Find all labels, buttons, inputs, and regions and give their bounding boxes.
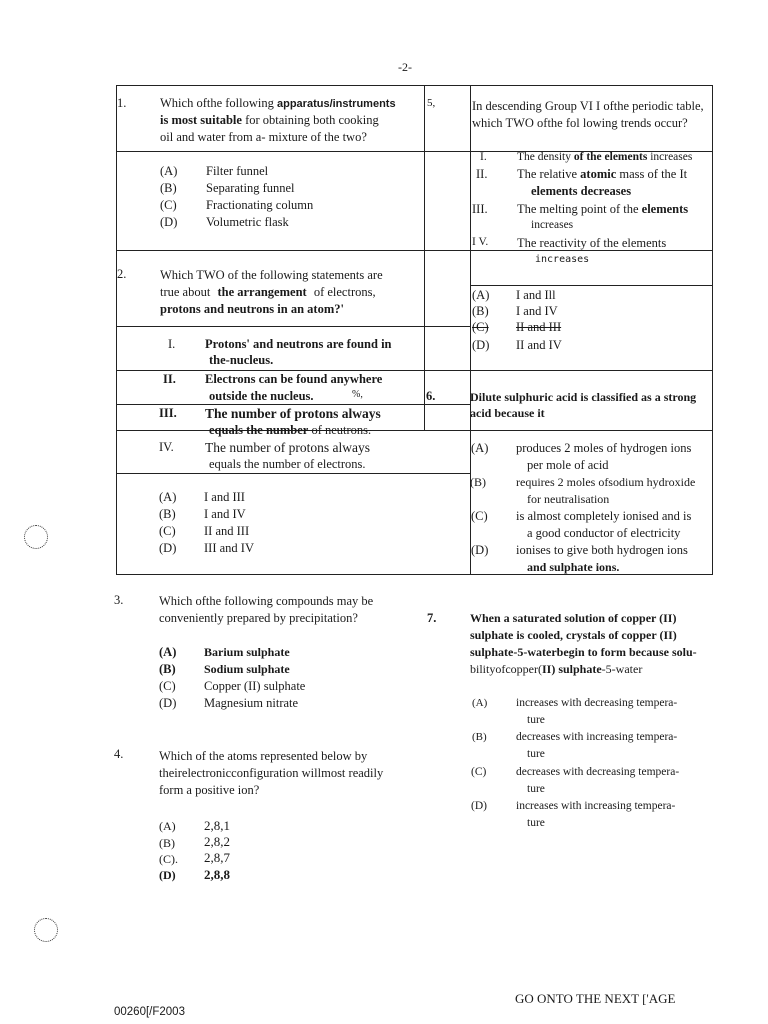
question-stem-line: Which ofthe following compounds may be bbox=[159, 594, 374, 608]
paper-code: 00260[/F2003 bbox=[114, 1006, 185, 1018]
trend-part: The density bbox=[517, 151, 571, 163]
statement-text: the-nucleus. bbox=[209, 353, 274, 367]
stem-part: for obtaining both cooking bbox=[245, 113, 379, 127]
stem-part: of electrons, bbox=[313, 285, 376, 299]
trend-number: III. bbox=[472, 202, 488, 216]
option-key: (B) bbox=[159, 662, 176, 676]
stem-part: true about bbox=[160, 285, 211, 299]
binder-hole-mark bbox=[24, 525, 48, 549]
question-number: 4. bbox=[114, 747, 124, 761]
stem-part: bilityofcopper( bbox=[470, 662, 542, 676]
trend-part: The relative bbox=[517, 167, 578, 181]
trend-text bbox=[517, 167, 687, 182]
stem-part: sulphate is cooled bbox=[470, 628, 561, 642]
option-key: (C) bbox=[159, 524, 176, 538]
option-key: (D) bbox=[159, 541, 177, 555]
question-stem-line: Which of the atoms represented below by bbox=[159, 749, 368, 763]
option-text: ture bbox=[527, 817, 545, 829]
question-stem-line: sulphate-5-waterbegin to form because solu- bbox=[470, 645, 697, 659]
option-key: (D) bbox=[472, 338, 490, 352]
option-text: is almost completely ionised and is bbox=[516, 509, 692, 523]
statement-number: IV. bbox=[159, 440, 174, 454]
option-key: (A) bbox=[471, 441, 489, 455]
option-text: increases with increasing tempera- bbox=[516, 800, 676, 812]
statement-text: Protons' and neutrons are found in bbox=[205, 337, 392, 351]
option-key: (D) bbox=[160, 215, 178, 229]
trend-part: The melting point of the bbox=[517, 202, 639, 216]
trend-part: elements bbox=[641, 202, 689, 216]
option-text: 2,8,8 bbox=[204, 867, 230, 882]
option-text: Filter funnel bbox=[206, 164, 269, 178]
question-number: 6. bbox=[426, 389, 436, 403]
trend-number: I V. bbox=[472, 236, 489, 248]
option-key: (B) bbox=[472, 304, 489, 318]
trend-text: elements decreases bbox=[531, 184, 632, 198]
option-text: III and IV bbox=[204, 541, 254, 555]
option-text: ture bbox=[527, 748, 545, 760]
option-text: per mole of acid bbox=[527, 458, 609, 472]
struck-text: equals the number bbox=[209, 423, 309, 437]
option-text: ionises to give both hydrogen ions bbox=[516, 543, 688, 557]
option-key: (B) bbox=[472, 731, 487, 743]
option-key: (C) bbox=[471, 509, 488, 523]
option-text: Volumetric flask bbox=[206, 215, 289, 229]
question-stem-line bbox=[470, 628, 677, 643]
statement-text: The number of protons always bbox=[205, 440, 370, 455]
option-text: I and Ill bbox=[516, 288, 556, 302]
stem-part: Which ofthe following bbox=[160, 96, 274, 110]
trend-part: increases bbox=[650, 151, 693, 163]
option-key: (B) bbox=[470, 475, 486, 489]
trend-part: of the elements bbox=[573, 151, 648, 163]
trend-text: increases bbox=[531, 219, 574, 231]
question-number: 2. bbox=[117, 267, 127, 281]
option-text: 2,8,2 bbox=[204, 834, 230, 849]
option-key: (C) bbox=[159, 679, 176, 693]
option-text: a good conductor of electricity bbox=[527, 526, 681, 540]
trend-part: mass of the It bbox=[619, 167, 688, 181]
option-key: (A) bbox=[472, 697, 488, 709]
option-key: (D) bbox=[471, 543, 489, 557]
option-text: decreases with decreasing tempera- bbox=[516, 766, 680, 778]
statement-number: I. bbox=[168, 337, 176, 351]
option-key: (C) bbox=[160, 198, 177, 212]
option-text: produces 2 moles of hydrogen ions bbox=[516, 441, 692, 455]
option-key: (D) bbox=[159, 868, 176, 882]
question-stem-line: Which TWO of the following statements are bbox=[160, 268, 383, 282]
option-text: ture bbox=[527, 783, 545, 795]
question-stem-line: which TWO ofthe fol lowing trends occur? bbox=[472, 116, 688, 130]
option-text: and sulphate ions. bbox=[527, 560, 620, 574]
stem-part: apparatus/instruments bbox=[277, 98, 396, 110]
option-text: for neutralisation bbox=[527, 492, 610, 506]
option-text: 2,8,7 bbox=[204, 850, 230, 865]
question-stem-line bbox=[160, 113, 379, 128]
question-stem-line bbox=[470, 662, 642, 677]
option-text: Barium sulphate bbox=[204, 645, 290, 659]
option-text: Separating funnel bbox=[206, 181, 295, 195]
trend-number: II. bbox=[476, 167, 488, 181]
question-number: 3. bbox=[114, 593, 124, 607]
trend-text bbox=[517, 151, 692, 163]
option-text: II and III bbox=[204, 524, 250, 538]
question-stem-line: In descending Group VI I ofthe periodic table, bbox=[472, 99, 704, 113]
question-stem-line: acid because it bbox=[470, 406, 545, 420]
option-text: 2,8,1 bbox=[204, 818, 230, 833]
statement-text: Electrons can be found anywhere bbox=[205, 372, 383, 386]
question-stem-line: Dilute sulphuric acid is classified as a strong bbox=[470, 390, 697, 404]
option-text: I and IV bbox=[516, 304, 558, 318]
next-page-notice: GO ONTO THE NEXT ['AGE bbox=[515, 991, 676, 1006]
stem-part: is most suitable bbox=[160, 113, 242, 127]
statement-text: outside the nucleus. bbox=[209, 389, 314, 403]
question-stem-line bbox=[160, 96, 396, 111]
binder-hole-mark bbox=[34, 918, 58, 942]
statement-text bbox=[209, 423, 371, 438]
page-number: -2- bbox=[398, 60, 412, 74]
option-key: (B) bbox=[160, 181, 177, 195]
option-text: decreases with increasing tempera- bbox=[516, 731, 678, 743]
option-key: (D) bbox=[159, 696, 177, 710]
option-text: II and IV bbox=[516, 338, 562, 352]
option-text: Sodium sulphate bbox=[204, 662, 290, 676]
option-text: requires 2 moles ofsodium hydroxide bbox=[516, 475, 696, 489]
option-key: (D) bbox=[471, 800, 487, 812]
stem-part: the arrangement bbox=[217, 285, 307, 299]
option-key: (A) bbox=[159, 645, 177, 659]
trend-text: The reactivity of the elements bbox=[517, 236, 667, 250]
question-stem-line: theirelectronicconfiguration willmost readily bbox=[159, 766, 384, 780]
option-key: (C) bbox=[472, 320, 489, 334]
question-number: 5, bbox=[427, 97, 436, 109]
question-stem-line: protons and neutrons in an atom?' bbox=[160, 302, 344, 316]
option-text: Copper (II) sulphate bbox=[204, 679, 306, 693]
option-text: Fractionating column bbox=[206, 198, 314, 212]
trend-number: I. bbox=[480, 151, 487, 163]
option-key: (A) bbox=[159, 819, 176, 833]
struck-text: of neutrons. bbox=[311, 423, 372, 437]
statement-number: II. bbox=[163, 372, 176, 386]
statement-text: equals the number of electrons. bbox=[209, 457, 366, 471]
statement-text: The number of protons always bbox=[205, 406, 381, 421]
option-key: (A) bbox=[472, 288, 490, 302]
question-number: 7. bbox=[427, 611, 437, 625]
option-text: II and III bbox=[516, 320, 562, 334]
question-stem-line: form a positive ion? bbox=[159, 783, 260, 797]
trend-part: atomic bbox=[580, 167, 617, 181]
trend-text: increases bbox=[535, 254, 590, 265]
stem-part: , crystals of copper (II) bbox=[560, 628, 677, 642]
option-text: ture bbox=[527, 714, 545, 726]
stem-part: II) sulphate bbox=[541, 662, 602, 676]
option-key: (C) bbox=[471, 766, 487, 778]
option-key: (B) bbox=[159, 836, 175, 850]
option-key: (B) bbox=[159, 507, 176, 521]
stem-part: -5-water bbox=[601, 662, 643, 676]
statement-number: III. bbox=[159, 406, 177, 420]
question-number: 1. bbox=[117, 96, 127, 110]
option-text: I and IV bbox=[204, 507, 246, 521]
option-key: (A) bbox=[160, 164, 178, 178]
stray-mark: %, bbox=[352, 389, 363, 400]
trend-text bbox=[517, 202, 688, 217]
question-stem-line: conveniently prepared by precipitation? bbox=[159, 611, 358, 625]
option-key: (C). bbox=[159, 852, 178, 866]
option-text: Magnesium nitrate bbox=[204, 696, 299, 710]
option-key: (A) bbox=[159, 490, 177, 504]
question-stem-line bbox=[160, 285, 376, 300]
option-text: I and III bbox=[204, 490, 245, 504]
question-stem-line: When a saturated solution of copper (II) bbox=[470, 611, 677, 625]
question-stem-line: oil and water from a- mixture of the two? bbox=[160, 130, 367, 144]
option-text: increases with decreasing tempera- bbox=[516, 697, 678, 709]
